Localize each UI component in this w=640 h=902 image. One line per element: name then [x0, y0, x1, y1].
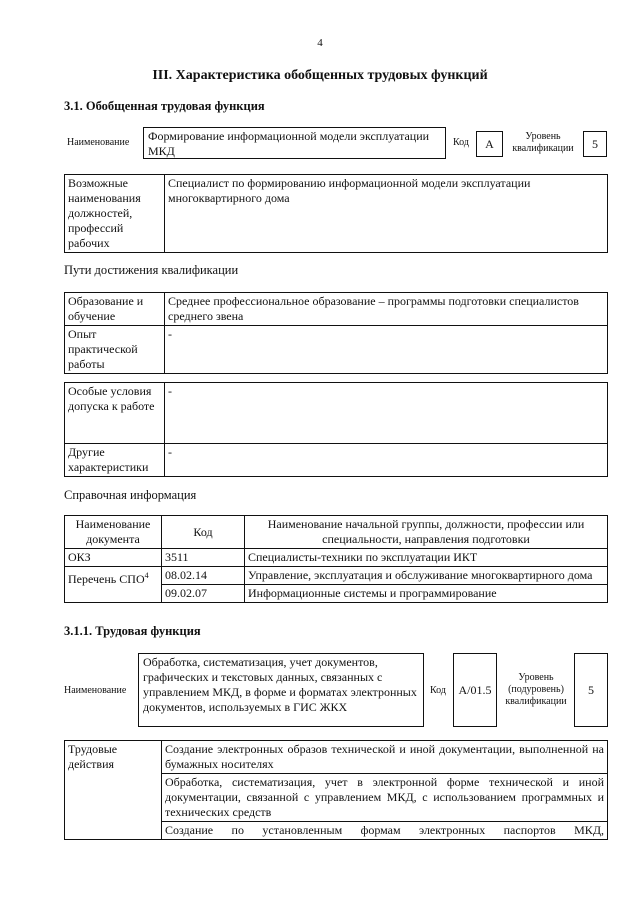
ref-spo-code-1: 08.02.14: [162, 567, 245, 585]
conditions-table: [64, 382, 608, 477]
gtf-code-box: [476, 131, 503, 157]
gtf-level-value: 5: [592, 137, 598, 151]
tf-name-box: [138, 653, 424, 727]
tf-level-value: 5: [588, 683, 594, 697]
ref-col-name: Наименование начальной группы, должности, профессии или специальности, направления подготовки: [245, 516, 608, 549]
tf-heading: 3.1.1. Трудовая функция: [64, 624, 201, 638]
gtf-code-label: Код: [453, 137, 469, 148]
tf-code-label: Код: [430, 685, 446, 696]
experience-label: Опыт практической работы: [65, 326, 165, 374]
tf-code-value: А/01.5: [458, 683, 492, 697]
tf-name-value: Обработка, систематизация, учет документов, графических и текстовых данных, связанных с управлением МКД, в форме и форматах электронных документов, используемых в ГИС ЖКХ: [143, 655, 417, 714]
action-item-1: Создание электронных образов технической и иной документации, выполненной на бумажных носителях: [162, 741, 608, 774]
special-conditions-label: Особые условия допуска к работе: [65, 383, 165, 444]
actions-table: [64, 740, 608, 840]
action-item-2: Обработка, систематизация, учет в электронной форме технической и иной документации, связанной с управлением МКД, с использованием программных и технических средств: [162, 774, 608, 822]
other-characteristics-label: Другие характеристики: [65, 444, 165, 477]
actions-label: Трудовые действия: [65, 741, 162, 840]
tf-level-box: [574, 653, 608, 727]
gtf-level-box: [583, 131, 607, 157]
special-conditions-value: -: [165, 383, 608, 444]
ref-col-code: Код: [162, 516, 245, 549]
ref-spo-label: [65, 567, 162, 603]
ref-spo-label-text: Перечень СПО: [68, 572, 145, 586]
positions-value: Специалист по формированию информационной модели эксплуатации многоквартирного дома: [165, 175, 608, 253]
other-characteristics-value: -: [165, 444, 608, 477]
gtf-name-box: [143, 127, 446, 159]
positions-label: Возможные наименования должностей, профессий рабочих: [65, 175, 165, 253]
ref-col-document: Наименование документа: [65, 516, 162, 549]
gtf-code-value: А: [485, 137, 494, 151]
ref-okz-code: 3511: [162, 549, 245, 567]
reference-table: [64, 515, 608, 603]
gtf-heading: 3.1. Обобщенная трудовая функция: [64, 99, 265, 113]
page-number: 4: [317, 37, 323, 49]
experience-value: -: [165, 326, 608, 374]
education-label: Образование и обучение: [65, 293, 165, 326]
action-item-3: Создание по установленным формам электронных паспортов МКД,: [162, 822, 608, 840]
gtf-level-label: Уровень квалификации: [512, 131, 574, 154]
education-table: [64, 292, 608, 374]
tf-name-label: Наименование: [64, 685, 127, 696]
tf-level-label: Уровень (подуровень) квалификации: [505, 672, 567, 707]
paths-heading: Пути достижения квалификации: [64, 263, 239, 277]
ref-okz-name: Специалисты-техники по эксплуатации ИКТ: [245, 549, 608, 567]
section-title: III. Характеристика обобщенных трудовых функций: [152, 68, 488, 83]
gtf-name-value: Формирование информационной модели эксплуатации МКД: [148, 129, 430, 158]
ref-spo-footnote: 4: [144, 571, 149, 580]
reference-heading: Справочная информация: [64, 488, 197, 502]
ref-spo-name-1: Управление, эксплуатация и обслуживание многоквартирного дома: [245, 567, 608, 585]
ref-spo-name-2: Информационные системы и программирование: [245, 585, 608, 603]
gtf-name-label: Наименование: [67, 137, 130, 148]
education-value: Среднее профессиональное образование – программы подготовки специалистов среднего звена: [165, 293, 608, 326]
ref-spo-code-2: 09.02.07: [162, 585, 245, 603]
tf-code-box: [453, 653, 497, 727]
positions-table: [64, 174, 608, 253]
ref-okz-label: ОКЗ: [65, 549, 162, 567]
